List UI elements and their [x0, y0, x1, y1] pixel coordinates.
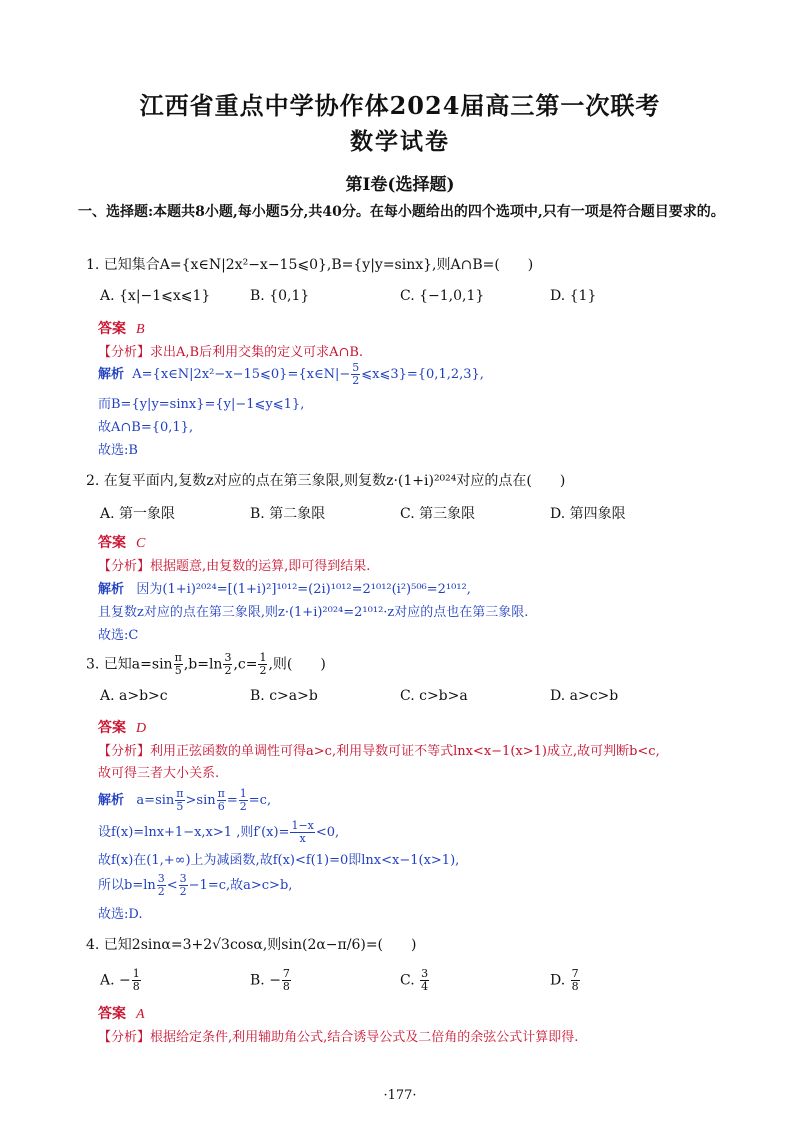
fraction: $\frac{1}{2}$: [259, 651, 267, 677]
q1-option-c: C. {−1,0,1}: [400, 288, 485, 304]
fraction: $\frac{1-x}{x}$: [291, 819, 314, 845]
page-number: ·177·: [383, 1088, 417, 1103]
q4-stem: 4. 已知2sinα=3+2√3cosα,则sin(2α−π/6)=( ): [86, 937, 417, 953]
q3-solution-line1: 解析 a=sin $\frac{\pi}{5}$ >sin $\frac{\pi}{6}$ = $\frac{1}{2}$ =c,: [98, 787, 272, 813]
fraction: $\frac{3}{2}$: [224, 651, 232, 677]
q4-option-c: C. $\frac{3}{4}$: [400, 967, 429, 993]
q2-solution-line3: 故选:C: [98, 628, 139, 643]
q4-answer: 答案 A: [98, 1006, 145, 1022]
fraction: $\frac{7}{8}$: [282, 967, 290, 993]
fraction: $\frac{\pi}{5}$: [176, 787, 184, 813]
exam-title: 江西省重点中学协作体2024届高三第一次联考: [139, 91, 661, 120]
fraction: $\frac{\pi}{5}$: [174, 651, 182, 677]
q2-stem: 2. 在复平面内,复数z对应的点在第三象限,则复数z·(1+i)²⁰²⁴对应的点在( ): [86, 473, 566, 489]
q3-analysis-line2: 故可得三者大小关系.: [98, 766, 220, 781]
q4-option-d: D. $\frac{7}{8}$: [550, 967, 579, 993]
q3-option-d: D. a>c>b: [550, 688, 619, 704]
q1-option-b: B. {0,1}: [250, 288, 310, 304]
q1-option-a: A. {x|−1⩽x⩽1}: [100, 288, 211, 304]
q3-answer: 答案 D: [98, 720, 147, 736]
q1-answer: 答案 B: [98, 321, 145, 337]
q3-solution-line4: 所以b=ln $\frac{3}{2}$ < $\frac{3}{2}$ −1=c,故a>c>b,: [98, 872, 293, 898]
q4-option-a: A. − $\frac{1}{8}$: [100, 967, 140, 993]
q3-solution-line2: 设f(x)=lnx+1−x,x>1 ,则f′(x)= $\frac{1-x}{x}$ <0,: [98, 819, 340, 845]
q3-analysis-line1: 【分析】利用正弦函数的单调性可得a>c,利用导数可证不等式lnx<x−1(x>1)成立,故可判断b<c,: [98, 744, 660, 759]
q1-analysis: 【分析】求出A,B后利用交集的定义可求A∩B.: [98, 345, 364, 360]
q2-answer: 答案 C: [98, 535, 146, 551]
exam-subtitle: 数学试卷: [350, 128, 450, 155]
section-title: 第Ⅰ卷(选择题): [345, 175, 455, 195]
q2-option-c: C. 第三象限: [400, 506, 476, 522]
q3-stem: 3. 已知a=sin $\frac{\pi}{5}$ ,b=ln $\frac{3}{2}$ ,c= $\frac{1}{2}$ ,则( ): [86, 651, 326, 677]
q2-analysis: 【分析】根据题意,由复数的运算,即可得到结果.: [98, 559, 371, 574]
part-intro: 一、选择题:本题共8小题,每小题5分,共40分。在每小题给出的四个选项中,只有一项是符合题目要求的。: [78, 204, 725, 220]
q1-option-d: D. {1}: [550, 288, 597, 304]
fraction: $\frac{3}{2}$: [179, 872, 187, 898]
q1-solution-line2: 而B={y|y=sinx}={y|−1⩽y⩽1},: [98, 397, 305, 412]
q3-solution-line3: 故f(x)在(1,+∞)上为减函数,故f(x)<f(1)=0即lnx<x−1(x>1),: [98, 853, 460, 868]
q2-option-d: D. 第四象限: [550, 506, 626, 522]
q4-option-b: B. − $\frac{7}{8}$: [250, 967, 290, 993]
q1-stem: 1. 已知集合A={x∈N|2x²−x−15⩽0},B={y|y=sinx},则A∩B=( ): [86, 257, 534, 273]
fraction: $\frac{\pi}{6}$: [217, 787, 225, 813]
q3-option-c: C. c>b>a: [400, 688, 468, 704]
fraction: $\frac{3}{2}$: [157, 872, 165, 898]
q2-option-a: A. 第一象限: [100, 506, 176, 522]
fraction: $\frac{7}{8}$: [571, 967, 579, 993]
fraction: $\frac{1}{8}$: [132, 967, 140, 993]
q3-option-b: B. c>a>b: [250, 688, 318, 704]
fraction: $\frac{3}{4}$: [421, 967, 429, 993]
q3-option-a: A. a>b>c: [100, 688, 168, 704]
q2-solution-line2: 且复数z对应的点在第三象限,则z·(1+i)²⁰²⁴=2¹⁰¹²·z对应的点也在第三象限.: [98, 605, 529, 620]
q3-solution-line5: 故选:D.: [98, 907, 143, 922]
fraction: $\frac{5}{2}$: [352, 361, 360, 387]
q2-solution-line1: 解析 因为(1+i)²⁰²⁴=[(1+i)²]¹⁰¹²=(2i)¹⁰¹²=2¹⁰¹²(i²)⁵⁰⁶=2¹⁰¹²,: [98, 582, 471, 597]
q1-solution-line1: 解析 A={x∈N|2x²−x−15⩽0}={x∈N|− $\frac{5}{2}$ ⩽x⩽3}={0,1,2,3},: [98, 361, 484, 387]
q4-analysis: 【分析】根据给定条件,利用辅助角公式,结合诱导公式及二倍角的余弦公式计算即得.: [98, 1030, 579, 1045]
fraction: $\frac{1}{2}$: [239, 787, 247, 813]
q1-solution-line3: 故A∩B={0,1},: [98, 420, 194, 435]
q2-option-b: B. 第二象限: [250, 506, 326, 522]
q1-solution-line4: 故选:B: [98, 443, 138, 458]
